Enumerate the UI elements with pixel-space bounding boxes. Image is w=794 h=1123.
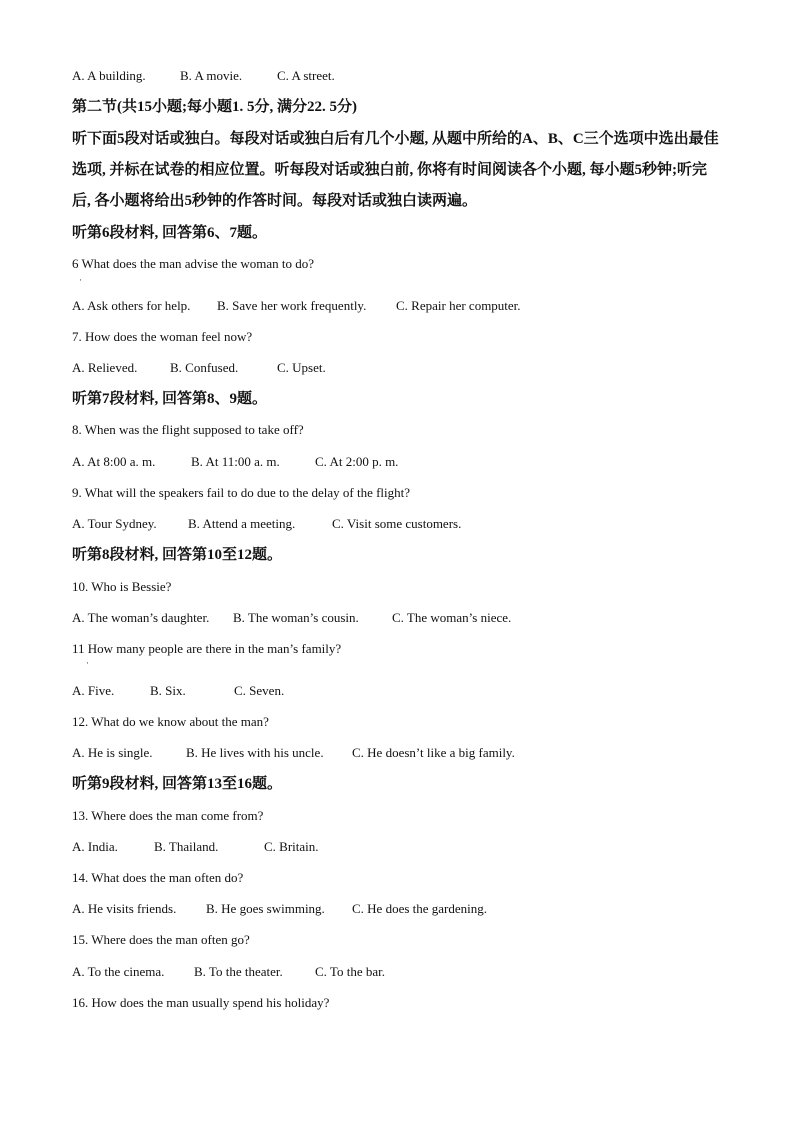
- q13-question: 13. Where does the man come from?: [72, 808, 264, 823]
- q8-option-b: B. At 11:00 a. m.: [191, 454, 280, 469]
- q13-option-c: C. Britain.: [264, 839, 319, 854]
- q5-option-b: B. A movie.: [180, 68, 243, 83]
- q7-option-b: B. Confused.: [170, 360, 239, 375]
- q16-question: 16. How does the man usually spend his holiday?: [72, 995, 330, 1010]
- q14-option-c: C. He does the gardening.: [352, 901, 488, 916]
- q15-option-b: B. To the theater.: [194, 964, 283, 979]
- q11-question: 11 How many people are there in the man’s family?: [72, 641, 342, 656]
- q10-question: 10. Who is Bessie?: [72, 579, 172, 594]
- passage7-heading: 听第7段材料, 回答第8、9题。: [72, 391, 268, 407]
- q10-option-a: A. The woman’s daughter.: [72, 610, 210, 625]
- stray-mark: ·: [79, 275, 82, 285]
- q14-option-a: A. He visits friends.: [72, 901, 177, 916]
- q12-option-b: B. He lives with his uncle.: [186, 745, 324, 760]
- q7-option-a: A. Relieved.: [72, 360, 138, 375]
- q5-option-c: C. A street.: [277, 68, 335, 83]
- q12-option-c: C. He doesn’t like a big family.: [352, 745, 515, 760]
- q15-option-a: A. To the cinema.: [72, 964, 165, 979]
- passage8-heading: 听第8段材料, 回答第10至12题。: [72, 547, 283, 563]
- q6-option-c: C. Repair her computer.: [396, 298, 521, 313]
- q14-option-b: B. He goes swimming.: [206, 901, 325, 916]
- q10-option-c: C. The woman’s niece.: [392, 610, 512, 625]
- q12-option-a: A. He is single.: [72, 745, 153, 760]
- q13-option-a: A. India.: [72, 839, 118, 854]
- q12-question: 12. What do we know about the man?: [72, 714, 269, 729]
- q9-option-c: C. Visit some customers.: [332, 516, 462, 531]
- q11-option-b: B. Six.: [150, 683, 186, 698]
- q9-option-a: A. Tour Sydney.: [72, 516, 157, 531]
- q10-option-b: B. The woman’s cousin.: [233, 610, 359, 625]
- q11-option-a: A. Five.: [72, 683, 115, 698]
- q11-option-c: C. Seven.: [234, 683, 285, 698]
- q9-option-b: B. Attend a meeting.: [188, 516, 296, 531]
- stray-mark: ·: [86, 658, 89, 668]
- q15-question: 15. Where does the man often go?: [72, 932, 250, 947]
- q7-question: 7. How does the woman feel now?: [72, 329, 253, 344]
- q13-option-b: B. Thailand.: [154, 839, 219, 854]
- q8-option-c: C. At 2:00 p. m.: [315, 454, 399, 469]
- passage9-heading: 听第9段材料, 回答第13至16题。: [72, 776, 283, 792]
- q8-question: 8. When was the flight supposed to take off?: [72, 422, 304, 437]
- q6-question: 6 What does the man advise the woman to do?: [72, 256, 315, 271]
- q15-option-c: C. To the bar.: [315, 964, 385, 979]
- q9-question: 9. What will the speakers fail to do due to the delay of the flight?: [72, 485, 411, 500]
- passage6-heading: 听第6段材料, 回答第6、7题。: [72, 225, 268, 241]
- q7-option-c: C. Upset.: [277, 360, 326, 375]
- section2-instructions: 听下面5段对话或独白。每段对话或独白后有几个小题, 从题中所给的A、B、C三个选项中选出最佳选项, 并标在试卷的相应位置。听每段对话或独白前, 你将有时间阅读各个小题, 每小题5秒钟;听完后, 各小题将给出5秒钟的作答时间。每段对话或独白读两遍。: [72, 131, 719, 209]
- q14-question: 14. What does the man often do?: [72, 870, 244, 885]
- section2-title: 第二节(共15小题;每小题1. 5分, 满分22. 5分): [72, 99, 357, 115]
- q6-option-a: A. Ask others for help.: [72, 298, 191, 313]
- q8-option-a: A. At 8:00 a. m.: [72, 454, 156, 469]
- q6-option-b: B. Save her work frequently.: [217, 298, 367, 313]
- q5-option-a: A. A building.: [72, 68, 146, 83]
